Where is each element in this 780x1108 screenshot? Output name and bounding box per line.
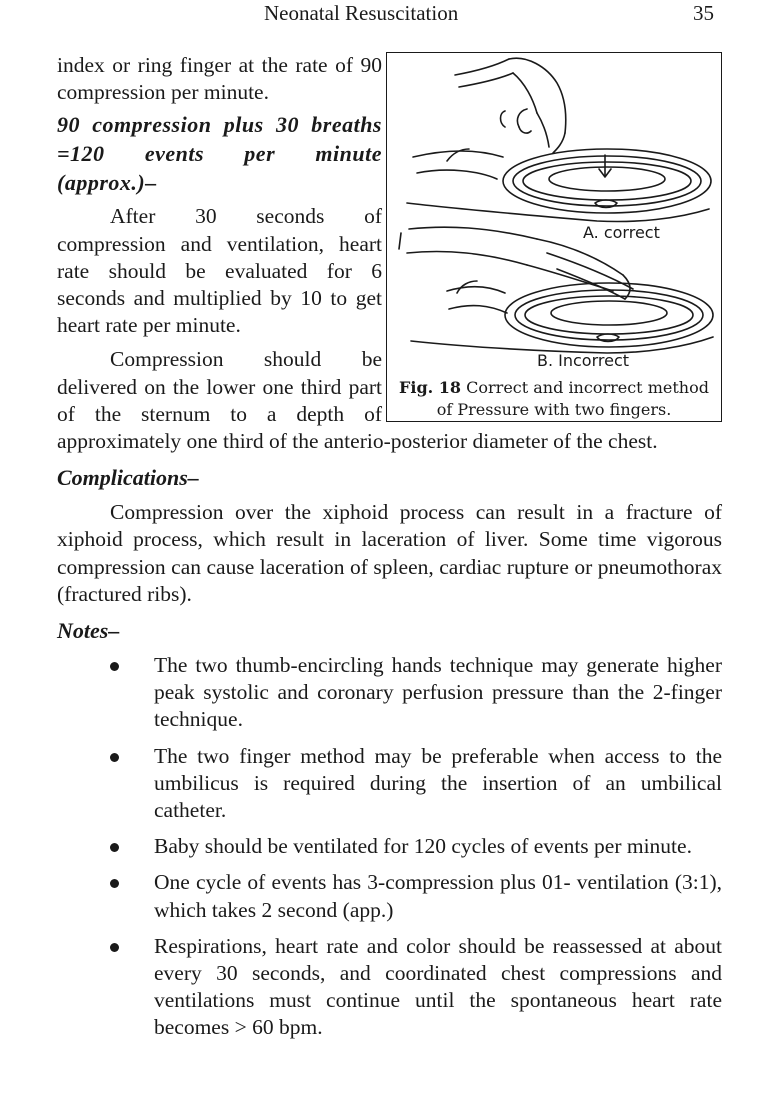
- note-text: The two thumb-encircling hands technique may generate higher peak systolic and coronary perfusion pressure than the 2-finger technique.: [154, 653, 722, 732]
- note-text: Baby should be ventilated for 120 cycles of events per minute.: [154, 834, 692, 859]
- complications-heading: Complications–: [57, 465, 199, 491]
- bullet-icon: [110, 843, 119, 852]
- compression-depth-paragraph: Compression should be delivered on the lower one third part of the sternum to a depth of approximately one third of the anterio-posterior diameter of the chest.: [57, 347, 658, 454]
- bullet-icon: [110, 879, 119, 888]
- correct-technique-drawing: [407, 58, 711, 221]
- figure-label-correct: A. correct: [583, 223, 660, 242]
- incorrect-technique-drawing: [399, 227, 713, 353]
- figure-caption: [389, 377, 719, 421]
- list-item: [57, 743, 722, 825]
- list-item: [57, 869, 722, 923]
- running-header: [0, 0, 780, 30]
- figure-number: Fig. 18: [399, 378, 462, 397]
- evaluation-paragraph: After 30 seconds of compression and ventilation, heart rate should be evaluated for 6 seconds and multiplied by 10 to get heart rate per minute.: [57, 204, 382, 338]
- page-number: 35: [693, 1, 714, 25]
- list-item: [57, 652, 722, 734]
- bullet-icon: [110, 753, 119, 762]
- list-item: [57, 933, 722, 1042]
- notes-list: [57, 652, 722, 1042]
- complications-paragraph: Compression over the xiphoid process can result in a fracture of xiphoid process, which result in laceration of liver. Some time vigorous compression can cause laceration of spleen, cardiac rupture or pneumothorax (fractured ribs).: [57, 500, 722, 606]
- note-text: Respirations, heart rate and color should be reassessed at about every 30 seconds, and coordinated chest compressions and ventilations must continue until the spontaneous heart rate becomes > 60 bpm.: [154, 933, 722, 1040]
- main-text: [57, 52, 722, 1051]
- figure-label-incorrect: B. Incorrect: [537, 351, 630, 370]
- compression-ratio-heading: 90 compression plus 30 breaths =120 events per minute (approx.)–: [57, 112, 382, 196]
- bullet-icon: [110, 943, 119, 952]
- bullet-icon: [110, 662, 119, 671]
- intro-paragraph: index or ring finger at the rate of 90 compression per minute.: [57, 53, 382, 105]
- list-item: [57, 833, 722, 860]
- figure-18: [386, 52, 722, 422]
- note-text: The two finger method may be preferable when access to the umbilicus is required during the insertion of an umbilical catheter.: [154, 743, 722, 823]
- chapter-title: Neonatal Resuscitation: [264, 1, 459, 25]
- figure-caption-text: Correct and incorrect method of Pressure with two fingers.: [436, 378, 709, 419]
- notes-heading: Notes–: [57, 618, 120, 644]
- note-text: One cycle of events has 3-compression plus 01- ventilation (3:1), which takes 2 second (app.): [154, 870, 722, 922]
